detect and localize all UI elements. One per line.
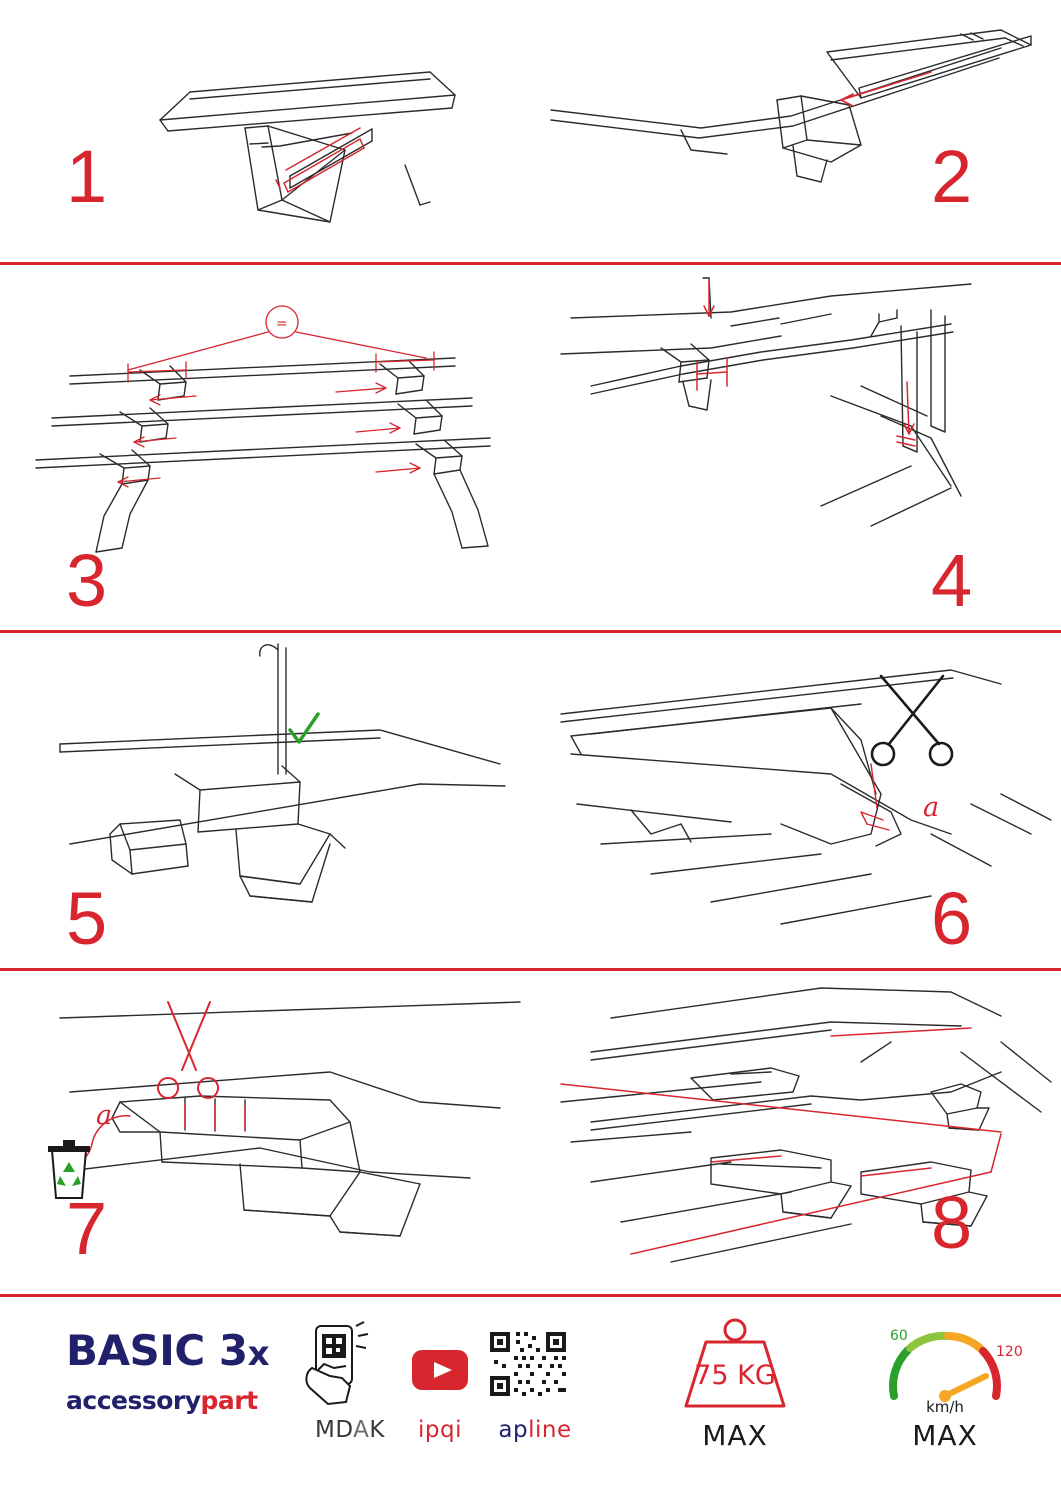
speedometer-icon	[850, 1310, 1040, 1415]
step-7-number: 7	[66, 1187, 107, 1270]
step-4-number: 4	[931, 539, 972, 622]
mdak-part-2: A	[353, 1417, 370, 1443]
step-panel-5	[0, 634, 530, 968]
step-panel-7	[0, 972, 530, 1294]
step-8-illustration	[531, 972, 1061, 1294]
step-5-number: 5	[66, 877, 107, 960]
logo-apline-caption	[470, 1417, 600, 1443]
divider-row-3	[0, 968, 1061, 971]
step-6-number: 6	[931, 877, 972, 960]
equals-symbol: =	[276, 316, 288, 332]
brand-subtitle	[66, 1387, 281, 1415]
weight-icon	[640, 1310, 830, 1415]
gauge-min-label: 60	[890, 1328, 908, 1344]
max-weight-block	[640, 1310, 830, 1452]
step-2-number: 2	[931, 135, 972, 218]
step-1-illustration	[0, 0, 530, 262]
logo-apline	[470, 1320, 600, 1443]
qr-code-icon[interactable]	[470, 1320, 600, 1412]
max-speed-block	[850, 1310, 1040, 1452]
max-speed-caption: MAX	[912, 1419, 978, 1452]
brand-title-suffix: x	[247, 1334, 269, 1374]
logo-ipqi-caption: ipqi	[418, 1417, 462, 1443]
label-a-step-6: a	[923, 792, 940, 823]
brand-block	[66, 1328, 281, 1415]
step-4-illustration	[531, 266, 1061, 630]
divider-row-4	[0, 1294, 1061, 1297]
step-1-number: 1	[66, 135, 107, 218]
step-panel-1	[0, 0, 530, 262]
brand-title	[66, 1328, 281, 1377]
apline-part-1: ap	[498, 1417, 529, 1443]
max-weight-value: 75 KG	[694, 1360, 776, 1391]
mdak-part-3: K	[369, 1417, 385, 1443]
step-8-number: 8	[931, 1181, 972, 1264]
step-2-illustration	[531, 0, 1061, 262]
step-3-number: 3	[66, 539, 107, 622]
step-panel-3	[0, 266, 530, 630]
step-panel-6	[531, 634, 1061, 968]
footer-bar	[0, 1300, 1061, 1500]
apline-part-2: line	[528, 1417, 572, 1443]
brand-title-text: BASIC 3	[66, 1326, 248, 1375]
step-panel-4	[531, 266, 1061, 630]
mdak-part-1: MD	[315, 1417, 354, 1443]
divider-row-1	[0, 262, 1061, 265]
gauge-max-label: 120	[996, 1344, 1023, 1360]
divider-row-2	[0, 630, 1061, 633]
brand-sub-part: part	[200, 1386, 258, 1415]
step-6-illustration	[531, 634, 1061, 968]
step-panel-8	[531, 972, 1061, 1294]
max-weight-caption: MAX	[702, 1419, 768, 1452]
speed-unit-label: km/h	[926, 1398, 964, 1415]
step-panel-2	[531, 0, 1061, 262]
scissors-icon	[872, 676, 952, 765]
label-a-step-7: a	[96, 1100, 113, 1131]
brand-sub-accessory: accessory	[66, 1386, 201, 1415]
